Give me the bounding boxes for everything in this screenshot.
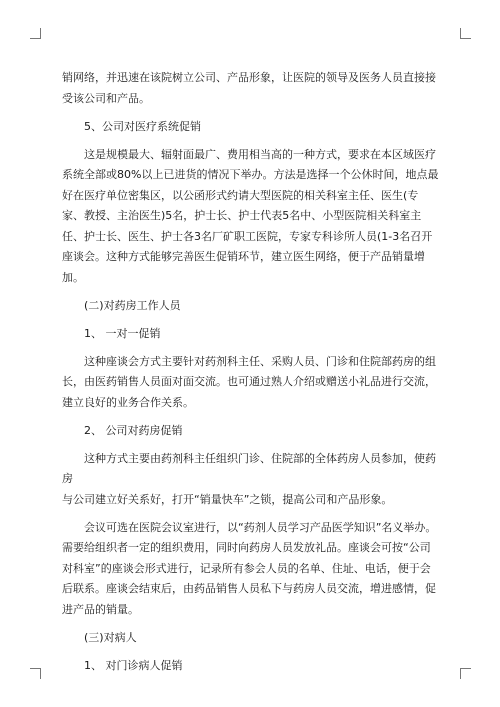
subsection-heading-outpatient: 1、 对门诊病人促销: [84, 658, 183, 672]
section-heading-pharmacy-staff: (二)对药房工作人员: [84, 298, 181, 312]
crop-mark-top-right: [460, 28, 471, 39]
document-body: [62, 68, 440, 676]
section-heading-hospital-system: 5、公司对医疗系统促销: [84, 119, 201, 133]
crop-mark-top-left: [30, 28, 41, 39]
subsection-heading-one-on-one: 1、 一对一促销: [84, 326, 161, 340]
crop-mark-bottom-right: [460, 668, 471, 679]
paragraph-pharmacy-promo-line1: 这种方式主要由药剂科主任组织门诊、住院部的全体药房人员参加，使药房: [62, 451, 436, 485]
paragraph-pharmacy-promo-line2: 与公司建立好关系好，打开“销量快车”之锁，提高公司和产品形象。: [62, 492, 393, 506]
paragraph-one-on-one: 这种座谈会方式主要针对药剂科主任、采购人员、门诊和住院部药房的组长，由医药销售人员面对面交流。也可通过熟人介绍或赠送小礼品进行交流，建立良好的业务合作关系。: [62, 354, 436, 409]
paragraph-hospital-system: 这是规模最大、辐射面最广、费用相当高的一种方式，要求在本区域医疗系统全部或80%以上已进货的情况下举办。方法是选择一个公休时间，地点最好在医疗单位密集区，以公函形式约请大型医院的相关科室主任、医生(专家、教授、主治医生)5名，护士长、护士代表5名中、小型医院相关科室主任、护士长、医生、护士各3名厂矿职工医院，专家专科诊所人员(1-3名召开座谈会。这种方式能够完善医生促销环节，建立医生网络，便于产品销量增加。: [62, 147, 439, 284]
paragraph-continuation: 销网络，并迅速在该院树立公司、产品形象，让医院的领导及医务人员直接接受该公司和产品。: [62, 71, 436, 105]
subsection-heading-pharmacy-promo: 2、 公司对药房促销: [84, 423, 183, 437]
paragraph-meeting: 会议可选在医院会议室进行，以“药剂人员学习产品医学知识”名义举办。需要给组织者一定的组织费用，同时向药房人员发放礼品。座谈会可按“公司对科室”的座谈会形式进行，记录所有参会人员的名单、住址、电话，便于会后联系。座谈会结束后，由药品销售人员私下与药房人员交流，增进感情，促进产品的销量。: [62, 520, 437, 616]
crop-mark-bottom-left: [30, 668, 41, 679]
section-heading-patients: (三)对病人: [84, 630, 137, 644]
